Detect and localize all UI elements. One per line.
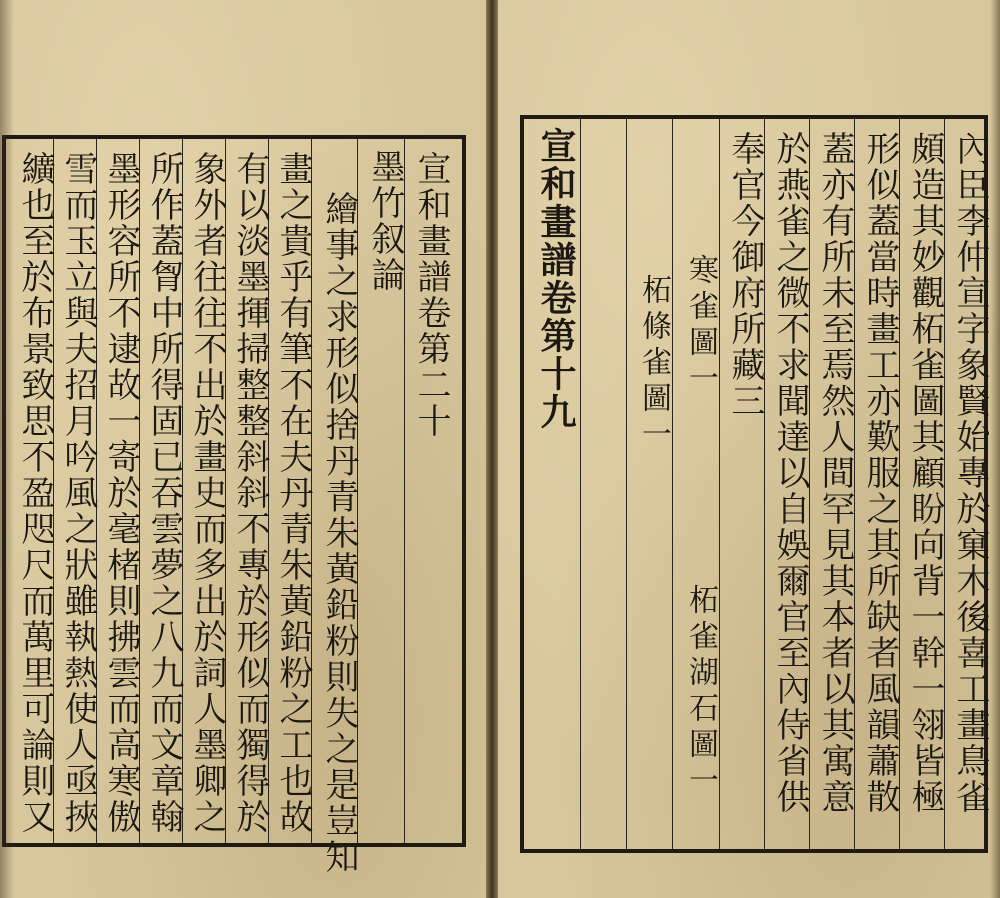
text-column: 雪而玉立與夫招月吟風之狀雖執熱使人亟挾 — [58, 151, 98, 835]
page-edge-strip — [990, 0, 1000, 898]
page-edge-shadow — [0, 0, 14, 898]
text-column: 蓋亦有所未至焉然人間罕見其本者以其寓意 — [815, 131, 855, 815]
right-text-frame — [520, 115, 988, 853]
left-page — [0, 0, 486, 898]
inventory-item: 柘雀湖石圖一 — [683, 584, 718, 800]
text-column: 畫之貴乎有筆不在夫丹青朱黃鉛粉之工也故 — [273, 151, 313, 835]
section-heading: 墨竹叙論 — [365, 149, 405, 293]
text-column: 於燕雀之微不求聞達以自娛爾官至內侍省供 — [770, 131, 810, 815]
text-column: 有以淡墨揮掃整整斜斜不專於形似而獨得於 — [230, 151, 270, 835]
volume-title: 宣和畫譜卷第二十 — [411, 151, 451, 439]
text-column: 內臣李仲宣字象賢始專於窠木後喜工畫鳥雀 — [950, 131, 990, 815]
text-column: 纊也至於布景致思不盈咫尺而萬里可論則又 — [15, 151, 55, 835]
volume-title-end: 宣和畫譜卷第十九 — [535, 127, 577, 431]
text-column: 形似蓋當時畫工亦歎服之其所缺者風韻蕭散 — [860, 131, 900, 815]
inventory-item: 寒雀圖一 — [683, 254, 718, 398]
text-column: 奉官今御府所藏三 — [725, 131, 765, 419]
text-column: 象外者往往不出於畫史而多出於詞人墨卿之 — [187, 151, 227, 835]
text-column: 繪事之求形似捨丹青朱黃鉛粉則失之是豈知 — [319, 191, 359, 875]
text-column: 墨形容所不逮故一寄於毫楮則拂雲而高寒傲 — [101, 151, 141, 835]
left-text-frame — [2, 135, 466, 875]
text-column: 所作蓋胷中所得固已吞雲夢之八九而文章翰 — [144, 151, 184, 835]
text-column: 頗造其妙觀柘雀圖其顧盼向背一幹一翎皆極 — [905, 131, 945, 815]
book-gutter — [486, 0, 498, 898]
right-page — [498, 0, 1000, 898]
inventory-item: 柘條雀圖一 — [636, 274, 671, 454]
